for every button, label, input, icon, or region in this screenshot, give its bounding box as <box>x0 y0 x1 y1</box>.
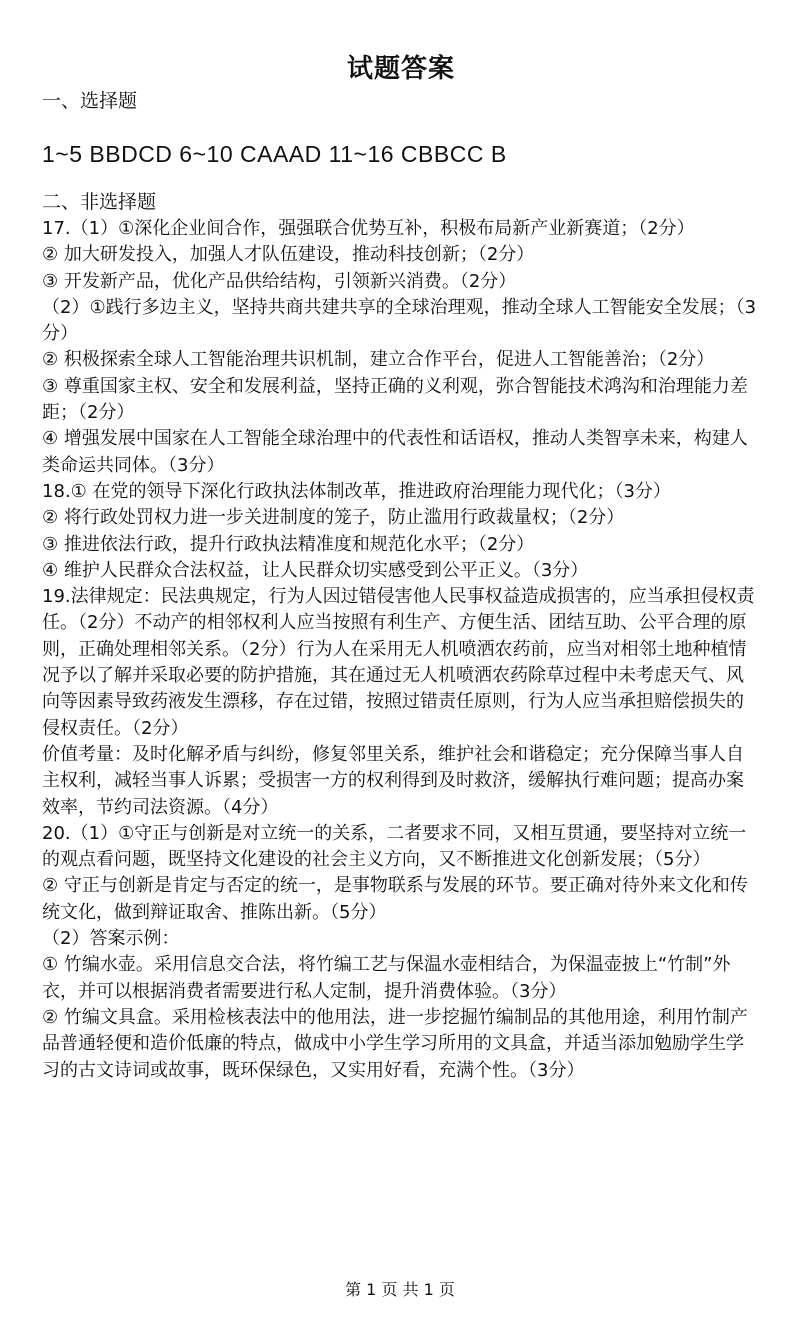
paragraph: 价值考量：及时化解矛盾与纠纷，修复邻里关系，维护社会和谐稳定；充分保障当事人自主权利，减轻当事人诉累；受损害一方的权利得到及时救济，缓解执行难问题；提高办案效率，节约司法资源。（4分） <box>42 743 744 818</box>
paragraph: 17.（1）①深化企业间合作，强强联合优势互补，积极布局新产业新赛道；（2分） <box>42 218 695 239</box>
paragraph: ③ 推进依法行政，提升行政执法精准度和规范化水平；（2分） <box>42 533 535 555</box>
paragraph: 18.① 在党的领导下深化行政执法体制改革，推进政府治理能力现代化；（3分） <box>42 480 671 502</box>
paragraph: （2）①践行多边主义，坚持共商共建共享的全球治理观，推动全球人工智能安全发展；（3分） <box>42 296 757 345</box>
section-heading-nonchoice: 二、非选择题 <box>42 191 157 213</box>
paragraph: ④ 维护人民群众合法权益，让人民群众切实感受到公平正义。（3分） <box>42 559 589 581</box>
section-heading-choice: 一、选择题 <box>42 90 138 112</box>
answer-body <box>42 216 760 1084</box>
paragraph: ② 守正与创新是肯定与否定的统一，是事物联系与发展的环节。要正确对待外来文化和传统文化，做到辩证取舍、推陈出新。（5分） <box>42 875 748 923</box>
page-footer: 第 1 页 共 1 页 <box>345 1280 455 1299</box>
paragraph: ② 积极探索全球人工智能治理共识机制，建立合作平台，促进人工智能善治；（2分） <box>42 349 715 371</box>
page-title: 试题答案 <box>346 54 455 84</box>
paragraph: ② 竹编文具盒。采用检核表法中的他用法，进一步挖掘竹编制品的其他用途，利用竹制产品普通轻便和造价低廉的特点，做成中小学生学习所用的文具盒，并适当添加勉励学生学习的古文诗词或故事，既环保绿色，又实用好看，充满个性。（3分） <box>42 1006 748 1081</box>
choice-answers: 1~5 BBDCD 6~10 CAAAD 11~16 CBBCC B <box>42 141 507 167</box>
paragraph: ③ 尊重国家主权、安全和发展利益，坚持正确的义利观，弥合智能技术鸿沟和治理能力差距；（2分） <box>42 375 748 424</box>
paragraph: 19.法律规定：民法典规定，行为人因过错侵害他人民事权益造成损害的，应当承担侵权责任。（2分）不动产的相邻权利人应当按照有利生产、方便生活、团结互助、公平合理的原则，正确处理相邻关系。（2分）行为人在采用无人机喷洒农药前，应当对相邻土地种植情况予以了解并采取必要的防护措施，其在通过无人机喷洒农药除草过程中未考虑天气、风向等因素导致药液发生漂移，存在过错，按照过错责任原则，行为人应当承担赔偿损失的侵权责任。（2分） <box>42 586 755 739</box>
paragraph: ② 将行政处罚权力进一步关进制度的笼子，防止滥用行政裁量权；（2分） <box>42 507 625 529</box>
paragraph: 20.（1）①守正与创新是对立统一的关系，二者要求不同，又相互贯通，要坚持对立统一的观点看问题，既坚持文化建设的社会主义方向，又不断推进文化创新发展；（5分） <box>42 822 747 871</box>
paragraph: ① 竹编水壶。采用信息交合法，将竹编工艺与保温水壶相结合，为保温壶披上“竹制”外衣，并可以根据消费者需要进行私人定制，提升消费体验。（3分） <box>42 954 731 1002</box>
paragraph: ③ 开发新产品，优化产品供给结构，引领新兴消费。（2分） <box>42 270 517 292</box>
paragraph: （2）答案示例： <box>42 928 180 950</box>
paragraph: ④ 增强发展中国家在人工智能全球治理中的代表性和话语权，推动人类智享未来，构建人类命运共同体。（3分） <box>42 428 748 476</box>
paragraph: ② 加大研发投入，加强人才队伍建设，推动科技创新；（2分） <box>42 244 535 266</box>
